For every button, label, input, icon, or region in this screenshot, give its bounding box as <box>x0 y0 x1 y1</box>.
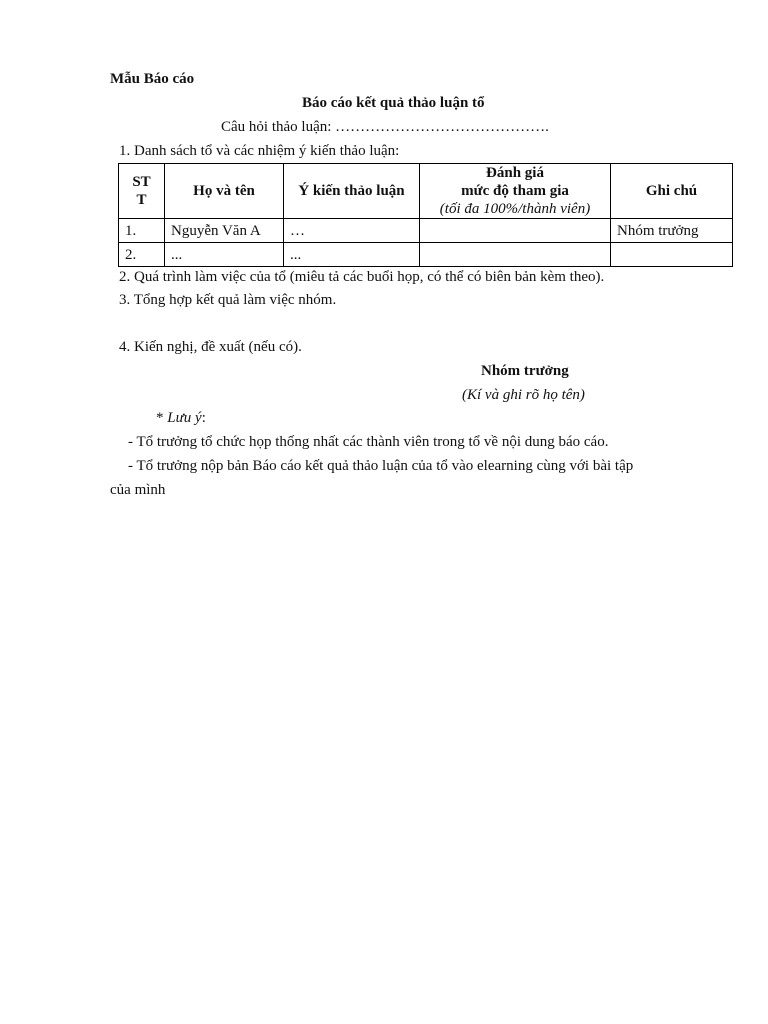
section-1-heading: 1. Danh sách tổ và các nhiệm ý kiến thảo luận: <box>119 143 400 159</box>
notes-label: Lưu ý <box>167 410 202 426</box>
section-2-text: 2. Quá trình làm việc của tổ (miêu tả các buổi họp, có thể có biên bản kèm theo). <box>119 269 605 285</box>
cell-name: Nguyễn Văn A <box>165 219 284 243</box>
notes-colon: : <box>201 410 206 426</box>
cell-note: Nhóm trưởng <box>611 219 733 243</box>
cell-eval <box>420 219 611 243</box>
note-item-2-line-1: - Tổ trưởng nộp bản Báo cáo kết quả thảo luận của tổ vào elearning cùng với bài tập <box>128 458 634 474</box>
notes-star: * <box>156 410 168 426</box>
document-title: Báo cáo kết quả thảo luận tổ <box>302 95 485 111</box>
notes-heading <box>156 409 206 427</box>
member-table <box>118 163 733 267</box>
cell-stt: 1. <box>119 219 165 243</box>
header-eval-note: (tối đa 100%/thành viên) <box>439 201 591 217</box>
cell-stt: 2. <box>119 243 165 267</box>
note-item-2-line-2: của mình <box>110 482 166 498</box>
table-header-row <box>119 164 733 219</box>
header-opinion: Ý kiến thảo luận <box>284 164 420 219</box>
header-eval-line1: Đánh giá <box>486 165 544 181</box>
header-evaluation <box>420 164 611 219</box>
signature-role: Nhóm trưởng <box>481 363 569 379</box>
header-stt: ST T <box>119 164 165 219</box>
cell-opinion: ... <box>284 243 420 267</box>
cell-eval <box>420 243 611 267</box>
section-4-text: 4. Kiến nghị, đề xuất (nếu có). <box>119 339 302 355</box>
header-eval-line2: mức độ tham gia <box>461 183 569 199</box>
cell-name: ... <box>165 243 284 267</box>
section-3-text: 3. Tổng hợp kết quả làm việc nhóm. <box>119 292 337 308</box>
note-item-1: - Tổ trưởng tổ chức họp thống nhất các thành viên trong tổ về nội dung báo cáo. <box>128 434 609 450</box>
discussion-question: Câu hỏi thảo luận: ……………………………………. <box>221 119 549 135</box>
cell-note <box>611 243 733 267</box>
form-label: Mẫu Báo cáo <box>110 71 195 87</box>
table-row <box>119 219 733 243</box>
header-name: Họ và tên <box>165 164 284 219</box>
cell-opinion: … <box>284 219 420 243</box>
signature-instruction: (Kí và ghi rõ họ tên) <box>462 387 585 403</box>
header-note: Ghi chú <box>611 164 733 219</box>
table-row <box>119 243 733 267</box>
